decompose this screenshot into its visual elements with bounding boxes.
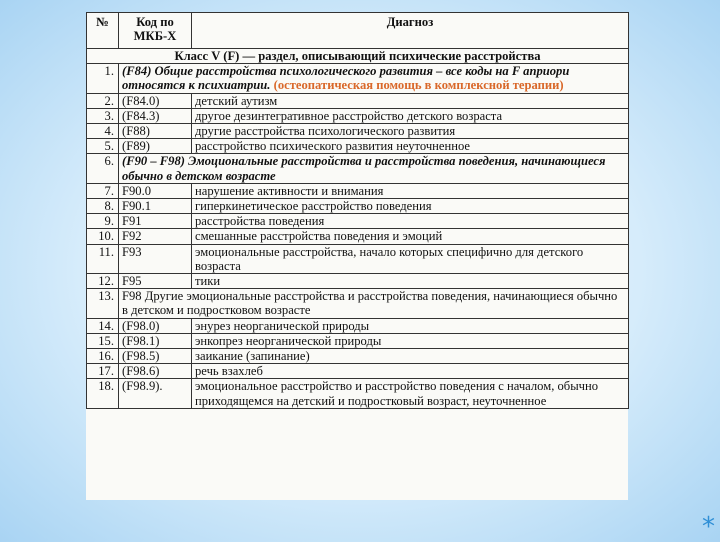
row-diagnosis: расстройства поведения xyxy=(192,214,629,229)
table-row xyxy=(87,349,629,364)
table-header-row xyxy=(87,13,629,49)
group-heading-text: (F84) Общие расстройства психологического развития – все коды на F априори относятся к психиатрии. xyxy=(122,64,570,93)
row-code: F95 xyxy=(119,274,192,289)
row-number: 9. xyxy=(87,214,119,229)
row-diagnosis: смешанные расстройства поведения и эмоций xyxy=(192,229,629,244)
table-row xyxy=(87,199,629,214)
row-code: (F84.3) xyxy=(119,108,192,123)
table-row xyxy=(87,379,629,408)
row-code: F91 xyxy=(119,214,192,229)
row-number: 6. xyxy=(87,154,119,183)
class-row xyxy=(87,49,629,64)
row-code: (F88) xyxy=(119,124,192,139)
row-diagnosis: заикание (запинание) xyxy=(192,349,629,364)
row-diagnosis: расстройство психического развития неуточненное xyxy=(192,139,629,154)
class-title: Класс V (F) — раздел, описывающий психические расстройства xyxy=(87,49,629,64)
row-number: 7. xyxy=(87,183,119,198)
row-number: 4. xyxy=(87,124,119,139)
row-number: 3. xyxy=(87,108,119,123)
row-diagnosis: энурез неорганической природы xyxy=(192,318,629,333)
row-diagnosis: гиперкинетическое расстройство поведения xyxy=(192,199,629,214)
table-row xyxy=(87,333,629,348)
row-diagnosis: другое дезинтегративное расстройство детского возраста xyxy=(192,108,629,123)
row-diagnosis: речь взахлеб xyxy=(192,364,629,379)
row-code: F90.0 xyxy=(119,183,192,198)
row-number: 2. xyxy=(87,93,119,108)
row-code: (F98.0) xyxy=(119,318,192,333)
row-code: (F98.6) xyxy=(119,364,192,379)
group-heading xyxy=(119,64,629,93)
table-row xyxy=(87,244,629,273)
table-row xyxy=(87,183,629,198)
table-row xyxy=(87,214,629,229)
row-code: (F84.0) xyxy=(119,93,192,108)
table-row xyxy=(87,108,629,123)
table-row xyxy=(87,289,629,318)
table-row xyxy=(87,154,629,183)
row-number: 1. xyxy=(87,64,119,93)
row-number: 10. xyxy=(87,229,119,244)
row-number: 14. xyxy=(87,318,119,333)
group-heading: (F90 – F98) Эмоциональные расстройства и расстройства поведения, начинающиеся обычно в детском возрасте xyxy=(119,154,629,183)
row-number: 16. xyxy=(87,349,119,364)
row-number: 8. xyxy=(87,199,119,214)
group-heading: F98 Другие эмоциональные расстройства и расстройства поведения, начинающиеся обычно в детском и подростковом возрасте xyxy=(119,289,629,318)
table-row xyxy=(87,93,629,108)
row-code: F92 xyxy=(119,229,192,244)
row-code: F93 xyxy=(119,244,192,273)
diagnosis-table xyxy=(86,12,629,409)
table-row xyxy=(87,318,629,333)
row-number: 5. xyxy=(87,139,119,154)
row-number: 11. xyxy=(87,244,119,273)
table-row xyxy=(87,124,629,139)
table-row xyxy=(87,364,629,379)
row-code: (F98.9). xyxy=(119,379,192,408)
row-diagnosis: энкопрез неорганической природы xyxy=(192,333,629,348)
table-row xyxy=(87,274,629,289)
table-row xyxy=(87,229,629,244)
row-code: F90.1 xyxy=(119,199,192,214)
row-diagnosis: эмоциональные расстройства, начало которых специфично для детского возраста xyxy=(192,244,629,273)
row-number: 18. xyxy=(87,379,119,408)
row-number: 17. xyxy=(87,364,119,379)
row-diagnosis: другие расстройства психологического развития xyxy=(192,124,629,139)
table-row xyxy=(87,139,629,154)
document-page xyxy=(86,12,628,500)
row-number: 15. xyxy=(87,333,119,348)
header-number: № xyxy=(87,13,119,49)
table-row xyxy=(87,64,629,93)
row-diagnosis: эмоциональное расстройство и расстройство поведения с началом, обычно приходящемся на детский и подростковый возраст, неуточненное xyxy=(192,379,629,408)
header-code: Код по МКБ-Х xyxy=(119,13,192,49)
asterisk-ornament: * xyxy=(702,512,715,542)
row-diagnosis: детский аутизм xyxy=(192,93,629,108)
row-number: 12. xyxy=(87,274,119,289)
row-diagnosis: тики xyxy=(192,274,629,289)
group-heading-note: (остеопатическая помощь в комплексной терапии) xyxy=(273,78,564,93)
header-diagnosis: Диагноз xyxy=(192,13,629,49)
row-number: 13. xyxy=(87,289,119,318)
row-diagnosis: нарушение активности и внимания xyxy=(192,183,629,198)
row-code: (F98.5) xyxy=(119,349,192,364)
row-code: (F89) xyxy=(119,139,192,154)
row-code: (F98.1) xyxy=(119,333,192,348)
